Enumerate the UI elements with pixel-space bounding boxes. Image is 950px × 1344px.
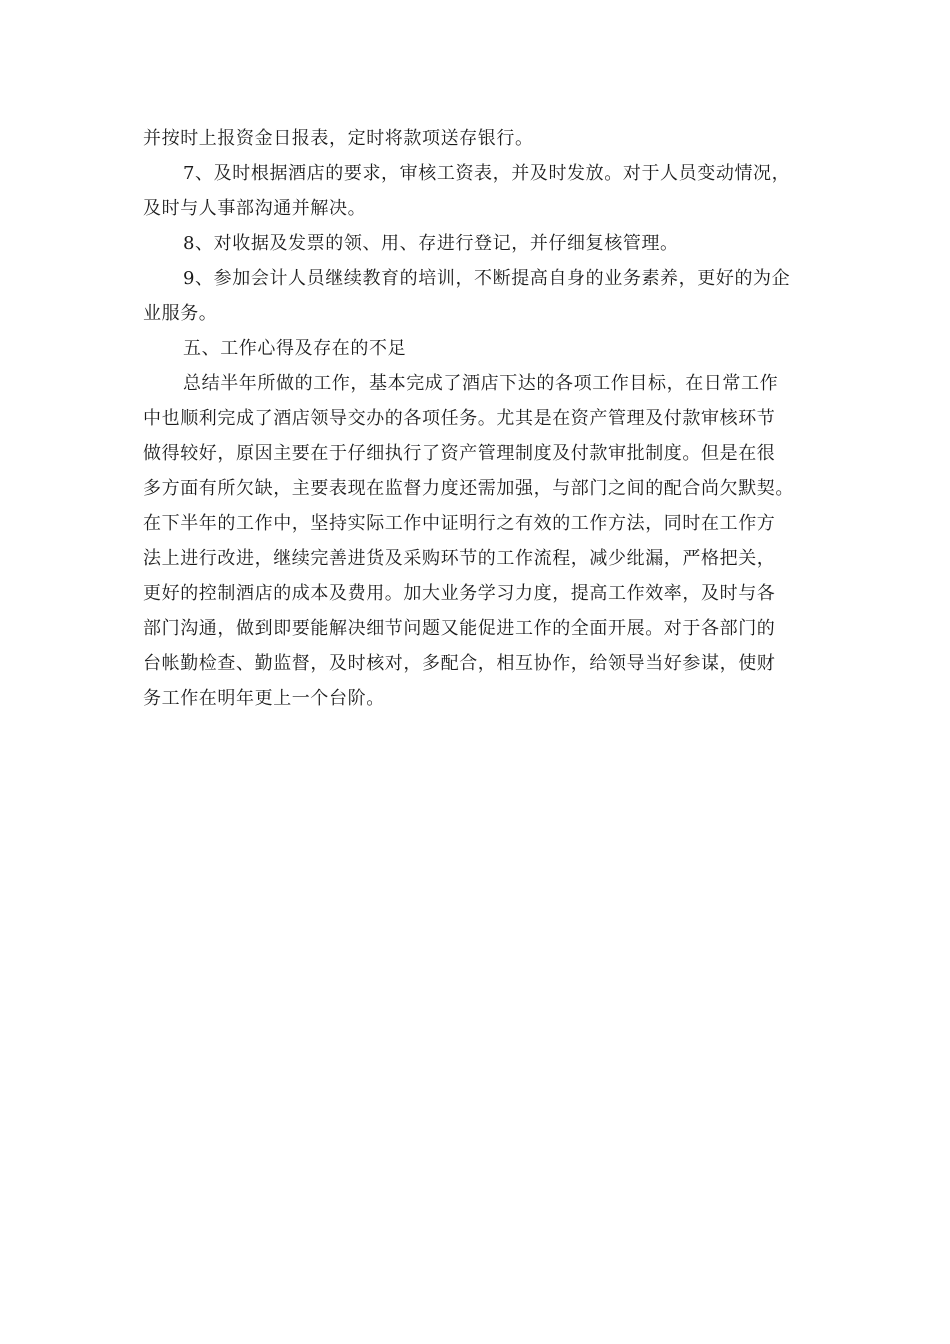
summary-paragraph-start: 总结半年所做的工作，基本完成了酒店下达的各项工作目标，在日常工作 — [183, 373, 779, 394]
item-9-line: 9、参加会计人员继续教育的培训，不断提高自身的业务素养，更好的为企 — [183, 268, 791, 289]
text-line: 在下半年的工作中，坚持实际工作中证明行之有效的工作方法，同时在工作方 — [143, 513, 776, 534]
item-7-line: 7、及时根据酒店的要求，审核工资表，并及时发放。对于人员变动情况， — [183, 163, 791, 184]
document-body — [143, 121, 823, 716]
item-8-line: 8、对收据及发票的领、用、存进行登记，并仔细复核管理。 — [183, 233, 679, 254]
text-line: 业服务。 — [143, 303, 218, 324]
text-line: 多方面有所欠缺，主要表现在监督力度还需加强，与部门之间的配合尚欠默契。 — [143, 478, 794, 499]
text-line: 中也顺利完成了酒店领导交办的各项任务。尤其是在资产管理及付款审核环节 — [143, 408, 776, 429]
section-heading: 五、工作心得及存在的不足 — [183, 338, 407, 359]
text-line: 及时与人事部沟通并解决。 — [143, 198, 367, 219]
text-line: 并按时上报资金日报表，定时将款项送存银行。 — [143, 128, 534, 149]
text-line: 部门沟通，做到即要能解决细节问题又能促进工作的全面开展。对于各部门的 — [143, 618, 776, 639]
text-line: 法上进行改进，继续完善进货及采购环节的工作流程，减少纰漏，严格把关， — [143, 548, 776, 569]
text-line: 更好的控制酒店的成本及费用。加大业务学习力度，提高工作效率，及时与各 — [143, 583, 776, 604]
text-line: 台帐勤检查、勤监督，及时核对，多配合，相互协作，给领导当好参谋，使财 — [143, 653, 776, 674]
text-line: 做得较好，原因主要在于仔细执行了资产管理制度及付款审批制度。但是在很 — [143, 443, 776, 464]
text-line: 务工作在明年更上一个台阶。 — [143, 688, 385, 709]
